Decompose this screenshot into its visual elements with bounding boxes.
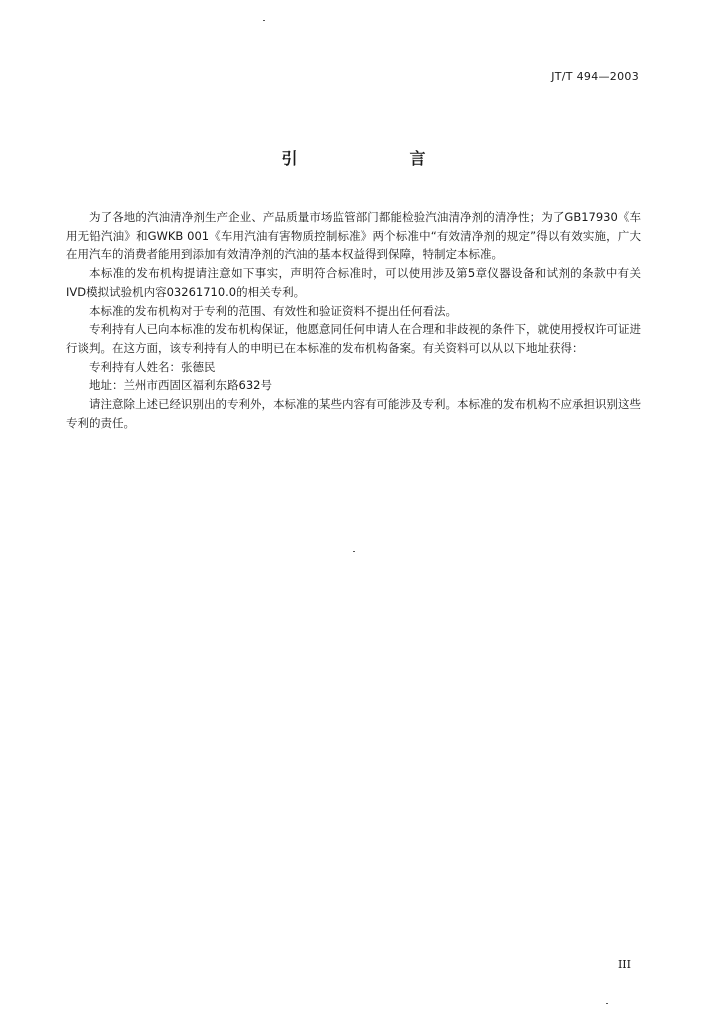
scan-speck <box>353 551 355 552</box>
page-number: III <box>617 958 631 971</box>
paragraph-address: 地址：兰州市西固区福利东路632号 <box>89 378 272 393</box>
page-title: 引 言 <box>281 149 474 168</box>
paragraph-patent-position: 本标准的发布机构对于专利的范围、有效性和验证资料不提出任何看法。 <box>89 303 457 318</box>
paragraph-patent-notice: 本标准的发布机构提请注意如下事实，声明符合标准时，可以使用涉及第5章仪器设备和试剂的条款中有关IVD模拟试验机内容03261710.0的相关专利。 <box>66 266 641 299</box>
paragraph-purpose: 为了各地的汽油清净剂生产企业、产品质量市场监管部门都能检验汽油清净剂的清净性；为了GB17930《车用无铅汽油》和GWKB 001《车用汽油有害物质控制标准》两个标准中“有效清净剂的规定”得以有效实施，广大在用汽车的消费者能用到添加有效清净剂的汽油的基本权益得到保障，特制定本标准。 <box>66 210 641 262</box>
paragraph-patent-holder: 专利持有人姓名：张德民 <box>89 359 216 374</box>
standard-code: JT/T 494—2003 <box>551 70 639 83</box>
document-body <box>66 208 641 432</box>
paragraph-disclaimer: 请注意除上述已经识别出的专利外，本标准的某些内容有可能涉及专利。本标准的发布机构不应承担识别这些专利的责任。 <box>66 397 641 430</box>
paragraph-patent-licensing: 专利持有人已向本标准的发布机构保证，他愿意同任何申请人在合理和非歧视的条件下，就使用授权许可证进行谈判。在这方面，该专利持有人的申明已在本标准的发布机构备案。有关资料可以从以下地址获得： <box>66 322 641 355</box>
scan-speck <box>606 1003 608 1004</box>
scan-speck <box>263 20 265 21</box>
